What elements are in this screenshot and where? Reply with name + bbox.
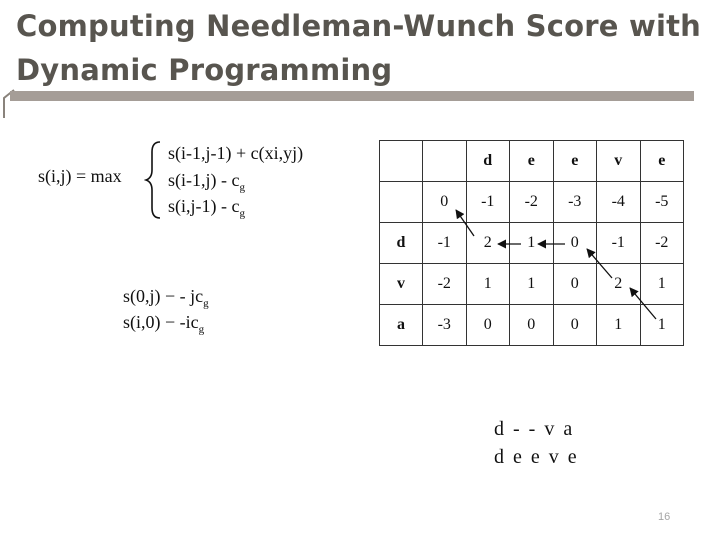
table-cell: -1 (423, 223, 467, 264)
table-cell: 0 (423, 182, 467, 223)
arrow-5-to-4 (630, 288, 656, 319)
table-cell: -3 (553, 182, 597, 223)
table-cell: -2 (640, 223, 684, 264)
title-line-1: Computing Needleman-Wunch Score with (16, 9, 701, 43)
formula-case-left: $s(i,j-1) - c_g$ (168, 196, 245, 220)
table-cell: e (553, 141, 597, 182)
table-cell: 2 (466, 223, 510, 264)
table-cell: -1 (597, 223, 641, 264)
table-cell: 1 (640, 305, 684, 346)
formula-case-up: $s(i-1,j) - c_g$ (168, 170, 245, 194)
table-cell: e (640, 141, 684, 182)
table-cell: -2 (423, 264, 467, 305)
table-cell: 0 (553, 305, 597, 346)
page-number: 16 (658, 511, 671, 523)
formula-lhs: s(i,j) = max (38, 166, 122, 186)
table-cell: -5 (640, 182, 684, 223)
formula-case-diagonal: s(i-1,j-1) + c(xi,yj) (168, 143, 304, 163)
table-cell: 1 (510, 264, 554, 305)
table-cell: v (380, 264, 423, 305)
table-cell: 1 (640, 264, 684, 305)
table-cell: 0 (510, 305, 554, 346)
table-cell: 2 (597, 264, 641, 305)
arrow-4-to-3 (587, 249, 612, 278)
arrow-1-to-0 (456, 210, 474, 236)
table-cell: -1 (466, 182, 510, 223)
table-cell: -3 (423, 305, 467, 346)
table-cell: 0 (466, 305, 510, 346)
table-cell: d (380, 223, 423, 264)
table-cell: 0 (553, 223, 597, 264)
alignment-top: d - - v a (494, 418, 575, 440)
table-cell: v (597, 141, 641, 182)
table-cell: -4 (597, 182, 641, 223)
table-cell: 1 (510, 223, 554, 264)
init-col-formula: $s(i,0) - -ic_g$ (123, 312, 205, 336)
table-cell: e (510, 141, 554, 182)
init-row-formula: s(0,j) − - $jc_g$ (123, 286, 209, 310)
table-cell: a (380, 305, 423, 346)
title-line-2: Dynamic Programming (16, 53, 393, 87)
alignment-bottom: d e e v e (494, 446, 579, 468)
table-cell: 1 (466, 264, 510, 305)
table-cell: -2 (510, 182, 554, 223)
table-cell: 0 (553, 264, 597, 305)
table-cell: 1 (597, 305, 641, 346)
table-cell: d (466, 141, 510, 182)
